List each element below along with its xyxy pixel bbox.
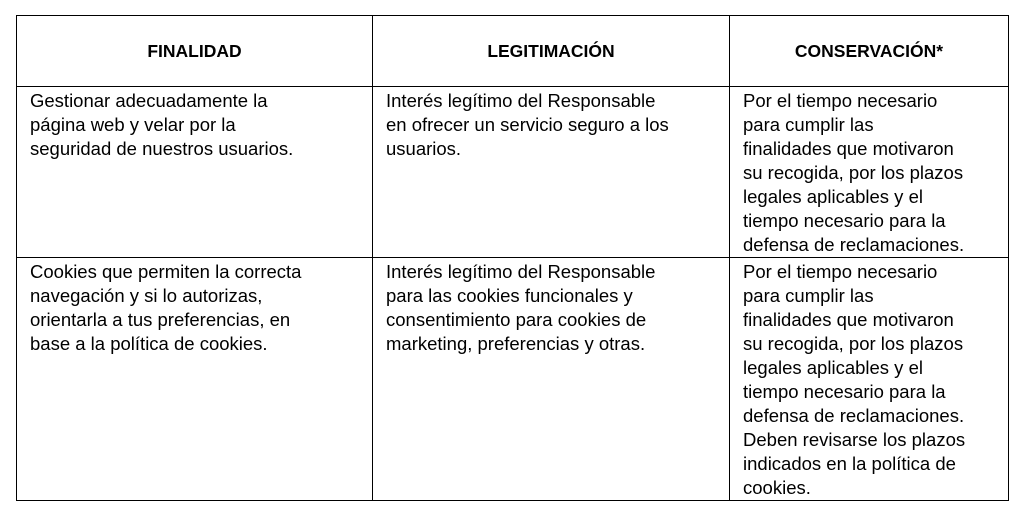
- cell-finalidad: [17, 258, 373, 501]
- header-conservacion: CONSERVACIÓN*: [730, 16, 1009, 87]
- cell-text-line: usuarios.: [386, 138, 462, 159]
- cell-text-line: navegación y si lo autorizas,: [30, 285, 263, 306]
- table-row: [17, 87, 1009, 258]
- cell-text-line: para cumplir las: [743, 114, 874, 135]
- cell-text-line: legales aplicables y el: [743, 357, 923, 378]
- cell-text-line: cookies.: [743, 477, 811, 498]
- data-processing-table: [16, 15, 1009, 501]
- cell-text-line: tiempo necesario para la: [743, 210, 946, 231]
- cell-text-line: tiempo necesario para la: [743, 381, 946, 402]
- cell-text-line: su recogida, por los plazos: [743, 162, 964, 183]
- data-processing-table-container: [16, 15, 1009, 501]
- cell-text-line: Interés legítimo del Responsable: [386, 90, 656, 111]
- cell-text-line: Interés legítimo del Responsable: [386, 261, 656, 282]
- cell-conservacion: [730, 87, 1009, 258]
- cell-text-line: marketing, preferencias y otras.: [386, 333, 646, 354]
- cell-text-line: para cumplir las: [743, 285, 874, 306]
- cell-text-line: orientarla a tus preferencias, en: [30, 309, 291, 330]
- cell-text-line: defensa de reclamaciones.: [743, 234, 965, 255]
- header-legitimacion: LEGITIMACIÓN: [373, 16, 730, 87]
- cell-conservacion: [730, 258, 1009, 501]
- cell-text-line: Cookies que permiten la correcta: [30, 261, 302, 282]
- cell-text-line: su recogida, por los plazos: [743, 333, 964, 354]
- cell-text-line: legales aplicables y el: [743, 186, 923, 207]
- cell-text-line: finalidades que motivaron: [743, 138, 954, 159]
- cell-legitimacion: [373, 87, 730, 258]
- cell-text-line: finalidades que motivaron: [743, 309, 954, 330]
- table-row: [17, 258, 1009, 501]
- cell-text-line: consentimiento para cookies de: [386, 309, 647, 330]
- cell-text-line: Deben revisarse los plazos: [743, 429, 966, 450]
- table-header-row: [17, 16, 1009, 87]
- cell-text-line: base a la política de cookies.: [30, 333, 268, 354]
- cell-text-line: defensa de reclamaciones.: [743, 405, 965, 426]
- cell-finalidad: [17, 87, 373, 258]
- cell-text-line: en ofrecer un servicio seguro a los: [386, 114, 669, 135]
- cell-text-line: indicados en la política de: [743, 453, 956, 474]
- cell-text-line: para las cookies funcionales y: [386, 285, 633, 306]
- cell-legitimacion: [373, 258, 730, 501]
- cell-text-line: Por el tiempo necesario: [743, 90, 938, 111]
- cell-text-line: Gestionar adecuadamente la: [30, 90, 268, 111]
- cell-text-line: Por el tiempo necesario: [743, 261, 938, 282]
- header-finalidad: FINALIDAD: [17, 16, 373, 87]
- cell-text-line: página web y velar por la: [30, 114, 236, 135]
- cell-text-line: seguridad de nuestros usuarios.: [30, 138, 294, 159]
